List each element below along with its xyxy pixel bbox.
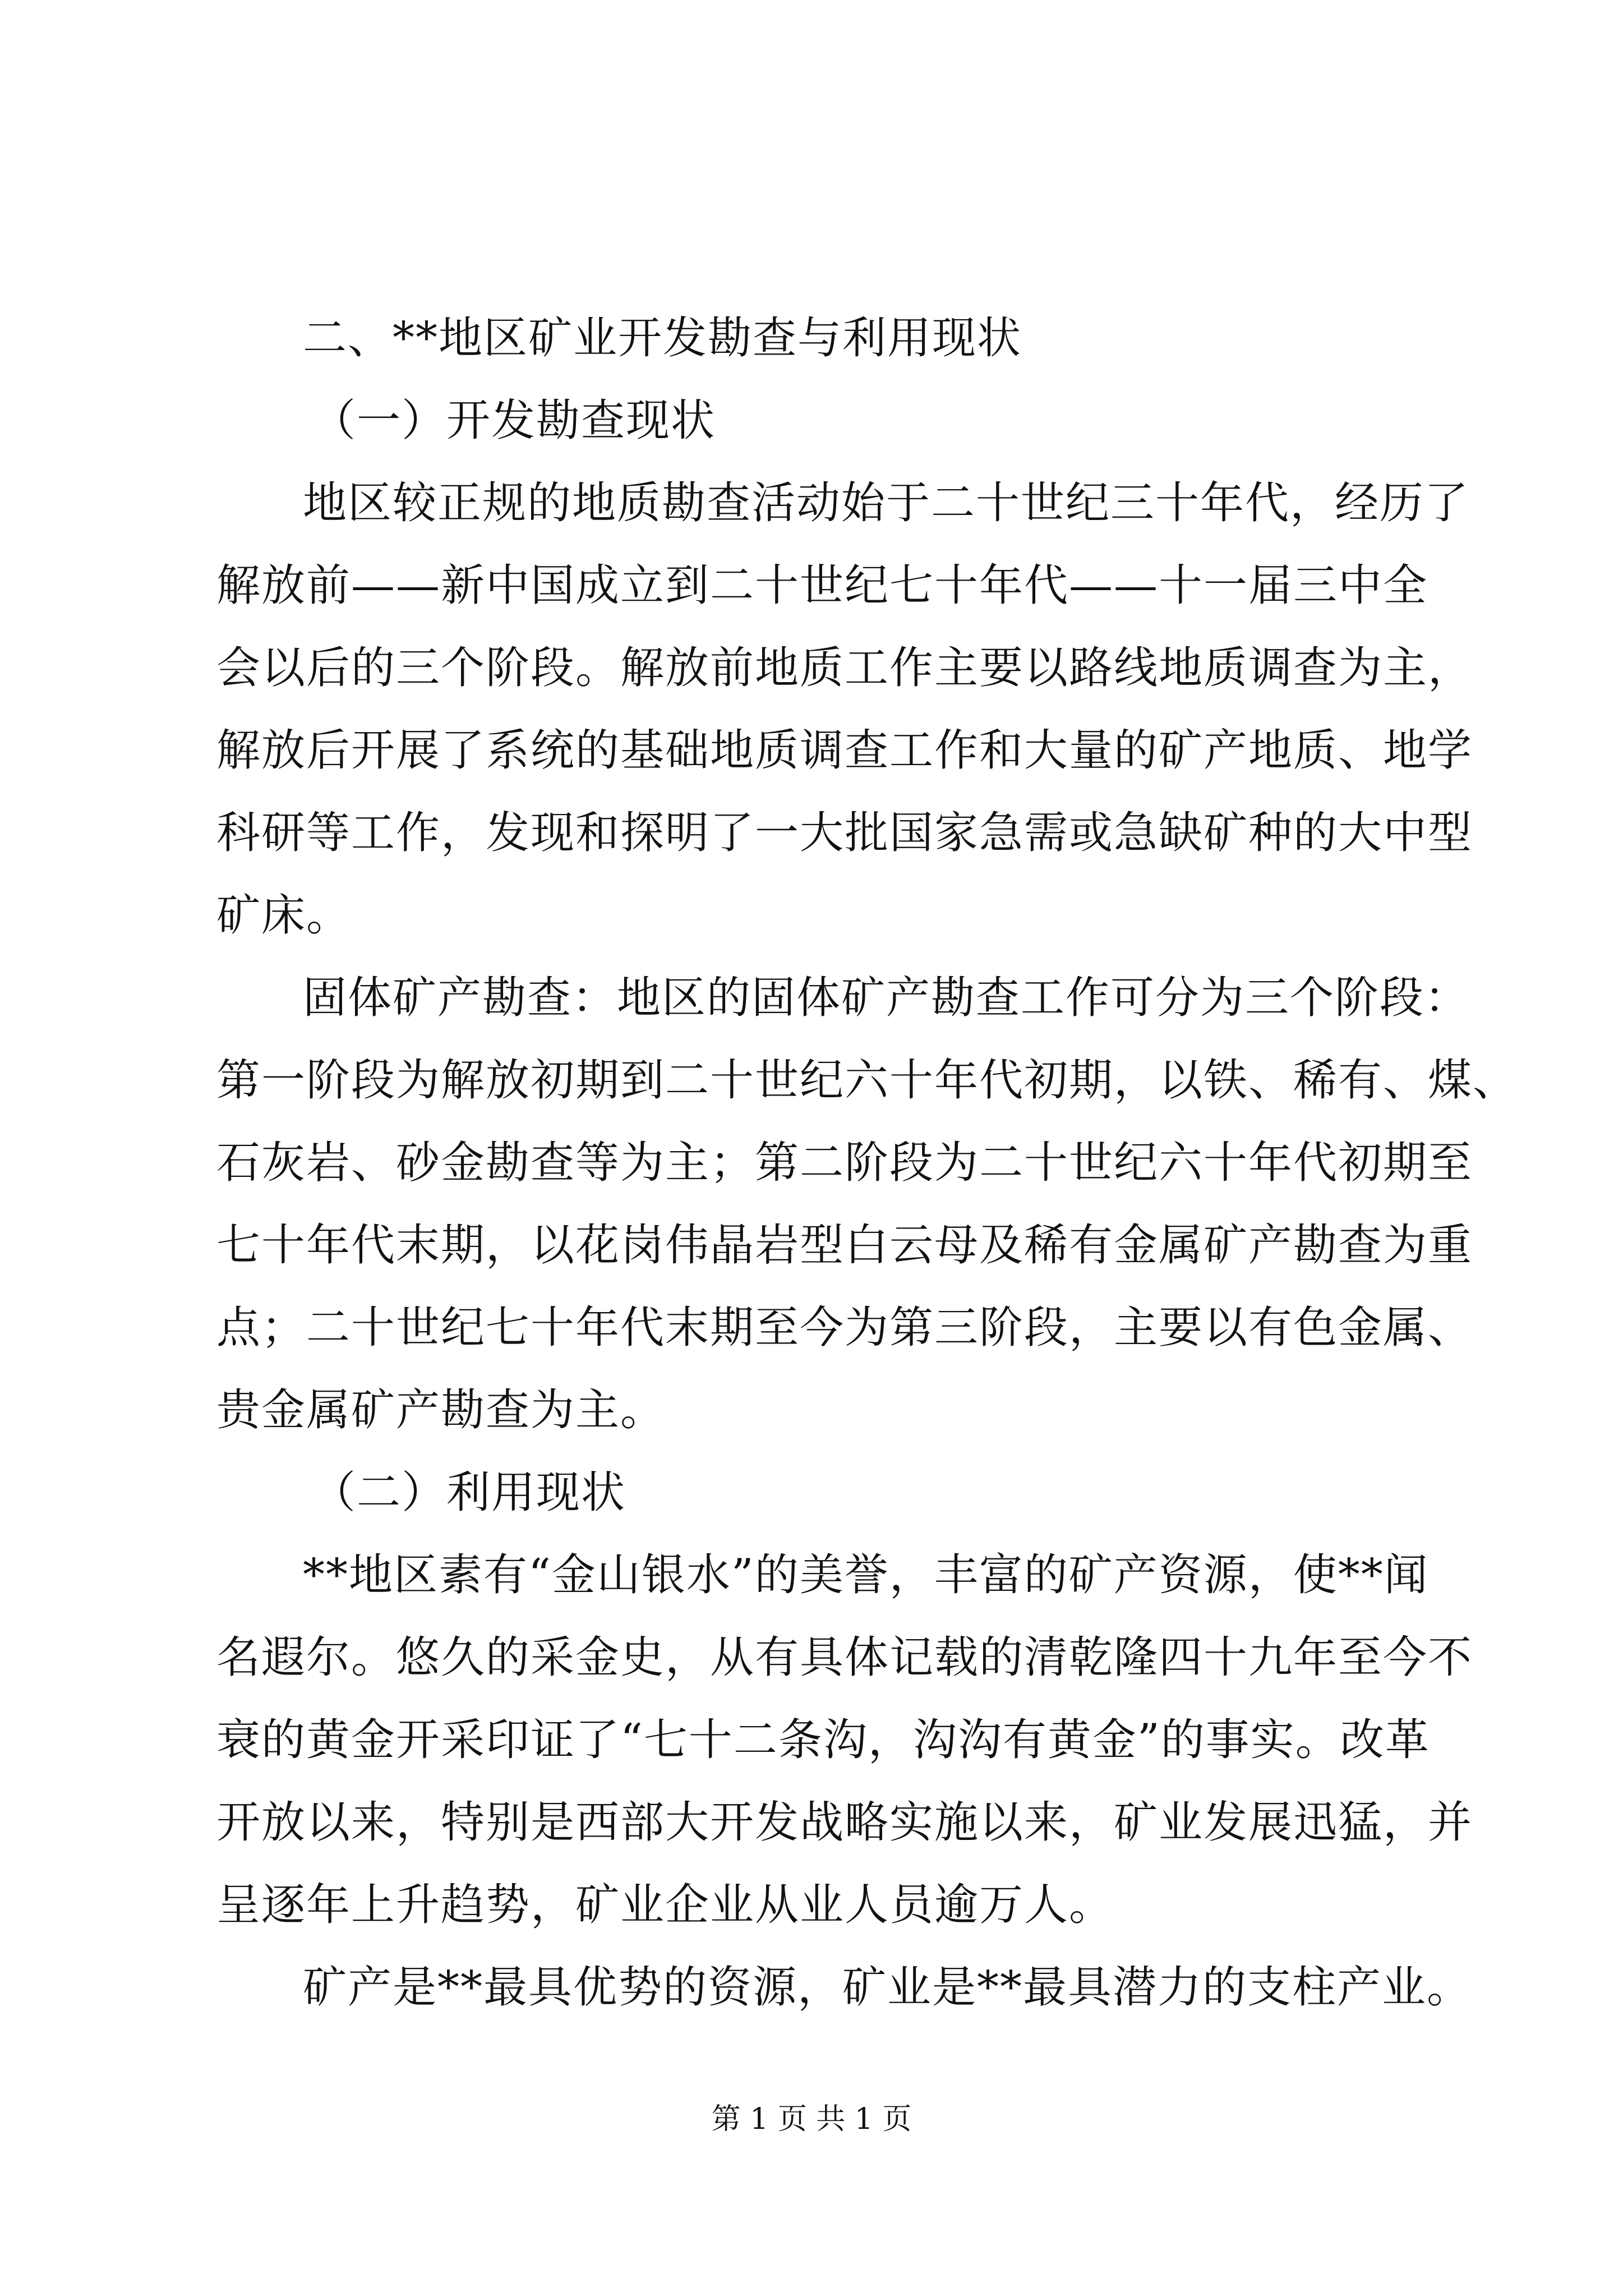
paragraph-line: 名遐尔。悠久的采金史，从有具体记载的清乾隆四十九年至今不 (216, 1632, 1473, 1683)
paragraph-line: 七十年代末期，以花岗伟晶岩型白云母及稀有金属矿产勘查为重 (216, 1220, 1473, 1271)
paragraph-line: 石灰岩、砂金勘查等为主；第二阶段为二十世纪六十年代初期至 (216, 1138, 1473, 1188)
paragraph-line: **地区素有“金山银水”的美誉，丰富的矿产资源，使**闻 (303, 1550, 1429, 1600)
paragraph-line: 解放前——新中国成立到二十世纪七十年代——十一届三中全 (216, 560, 1428, 611)
paragraph-line: 科研等工作，发现和探明了一大批国家急需或急缺矿种的大中型 (216, 808, 1473, 858)
section-heading: 二、**地区矿业开发勘查与利用现状 (303, 313, 1022, 364)
subsection-heading-2: （二）利用现状 (312, 1467, 626, 1518)
paragraph-4 (216, 1947, 1472, 2029)
paragraph-3 (216, 1534, 1473, 1947)
document-body (216, 297, 1518, 2029)
paragraph-1 (216, 462, 1473, 957)
paragraph-line: 会以后的三个阶段。解放前地质工作主要以路线地质调查为主， (216, 643, 1473, 693)
paragraph-line: 贵金属矿产勘查为主。 (216, 1385, 666, 1435)
paragraph-line: 矿产是**最具优势的资源，矿业是**最具潜力的支柱产业。 (303, 1962, 1472, 2013)
paragraph-line: 地区较正规的地质勘查活动始于二十世纪三十年代，经历了 (303, 478, 1470, 528)
paragraph-2 (216, 957, 1518, 1452)
paragraph-line: 开放以来，特别是西部大开发战略实施以来，矿业发展迅猛，并 (216, 1797, 1473, 1848)
paragraph-line: 固体矿产勘查：地区的固体矿产勘查工作可分为三个阶段： (303, 973, 1470, 1023)
paragraph-line: 衰的黄金开采印证了“七十二条沟，沟沟有黄金”的事实。改革 (216, 1715, 1430, 1765)
subsection-heading-1: （一）开发勘查现状 (312, 395, 716, 446)
paragraph-line: 点；二十世纪七十年代末期至今为第三阶段，主要以有色金属、 (216, 1303, 1473, 1353)
paragraph-line: 矿床。 (216, 890, 352, 941)
paragraph-line: 呈逐年上升趋势，矿业企业从业人员逾万人。 (216, 1880, 1114, 1930)
paragraph-line: 第一阶段为解放初期到二十世纪六十年代初期，以铁、稀有、煤、 (216, 1055, 1518, 1106)
page-footer: 第 1 页 共 1 页 (711, 2102, 912, 2136)
paragraph-line: 解放后开展了系统的基础地质调查工作和大量的矿产地质、地学 (216, 725, 1473, 776)
